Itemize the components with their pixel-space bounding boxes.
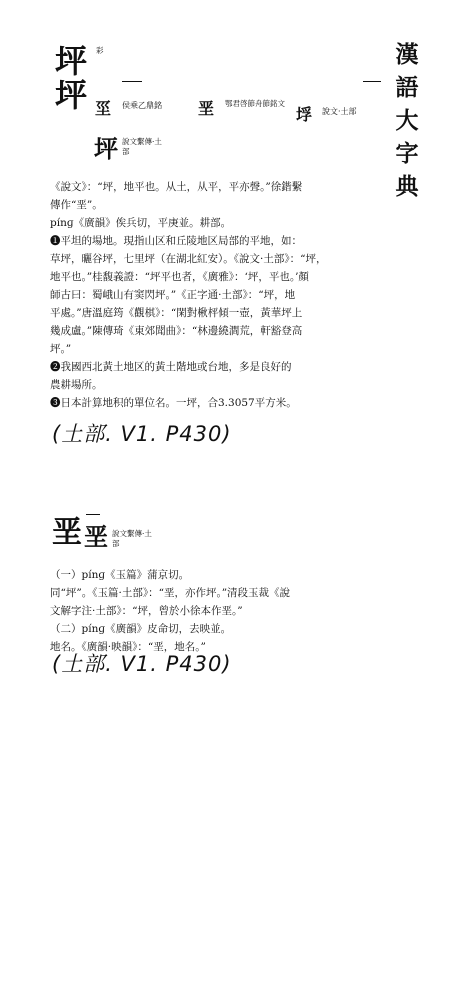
title-char: 典 [395, 173, 419, 200]
divider [86, 514, 100, 515]
definition-line: 幾成盧。”陳傳琦《東郊聞曲》：“林邊繞澗荒，軒豁登高 [50, 325, 303, 337]
variant-marker: 彩 [96, 46, 104, 55]
definition-line: ❸日本計算地积的單位名。一坪，合3.3057平方米。 [50, 397, 297, 409]
divider [363, 81, 381, 82]
definition-line: 平處。”唐溫庭筠《觀棋》：“閑對楸枰傾一壺，黃華坪上 [50, 307, 303, 319]
divider [122, 81, 142, 82]
entry2-headword: 垩 [52, 515, 83, 550]
definition-line: （二）pínɡ《廣韻》皮命切，去映並。 [50, 623, 232, 635]
title-char: 大 [395, 107, 419, 134]
definition-line: 地名。《廣韻·映韻》：“垩，地名。” [50, 641, 206, 653]
definition-line: ❶平坦的場地。現指山区和丘陵地区局部的平地，如： [50, 235, 302, 247]
ancient-glyph: 垩 [198, 99, 215, 118]
definition-line: 傳作“垩”。 [50, 199, 103, 211]
entry1-headword: 坪坪 [55, 42, 89, 114]
title-char: 漢 [395, 41, 419, 68]
definition-line: 地平也。”桂馥義證：“坪平也者，《廣雅》：‘坪，平也。’顏 [50, 271, 309, 283]
definition-line: ❷我國西北黃土地区的黃土階地或台地，多是良好的 [50, 361, 292, 373]
entry2-definitions [50, 566, 380, 656]
glyph-source: 說文繫傳·土部 [122, 137, 162, 156]
glyph-source: 鄂君啓節舟節銘文 [225, 99, 285, 108]
definition-line: 草坪，曬谷坪，七里坪（在湖北紅安）。《說文·土部》：“坪， [50, 253, 327, 265]
title-char: 語 [395, 74, 419, 101]
glyph-source: 侯乘乙鼎銘 [122, 101, 162, 110]
ancient-glyph: 垺 [296, 105, 313, 124]
definition-line: 農耕場所。 [50, 379, 103, 391]
entry1-definitions [50, 178, 380, 412]
handwritten-reference: (土部. V1. P430) [52, 652, 232, 676]
definition-line: 師古曰：蜀峨山有窦閃坪。”《正字通·土部》：“坪，地 [50, 289, 296, 301]
title-char: 字 [395, 140, 419, 167]
variant-glyph: 坪 [94, 134, 119, 163]
definition-line: 坪。” [50, 343, 72, 355]
handwritten-reference: (土部. V1. P430) [52, 422, 232, 446]
definition-line: 《說文》：“坪，地平也。从土，从平，平亦聲。”徐鍇繫 [50, 181, 303, 193]
ancient-glyph: 坙 [95, 99, 112, 118]
definition-line: （一）pínɡ《玉篇》蒲京切。 [50, 569, 190, 581]
definition-line: pínɡ《廣韻》俟兵切，平庚並。耕部。 [50, 217, 232, 229]
dictionary-title [392, 38, 422, 203]
variant-glyph: 垩 [84, 522, 109, 551]
glyph-source: 說文·土部 [322, 107, 357, 116]
definition-line: 文解字注·土部》：“坪，曾於小徐本作垩。” [50, 605, 243, 617]
definition-line: 同“坪”。《玉篇·土部》：“垩，亦作坪。”清段玉裁《說 [50, 587, 291, 599]
glyph-source: 說文繫傳·土部 [112, 529, 152, 548]
